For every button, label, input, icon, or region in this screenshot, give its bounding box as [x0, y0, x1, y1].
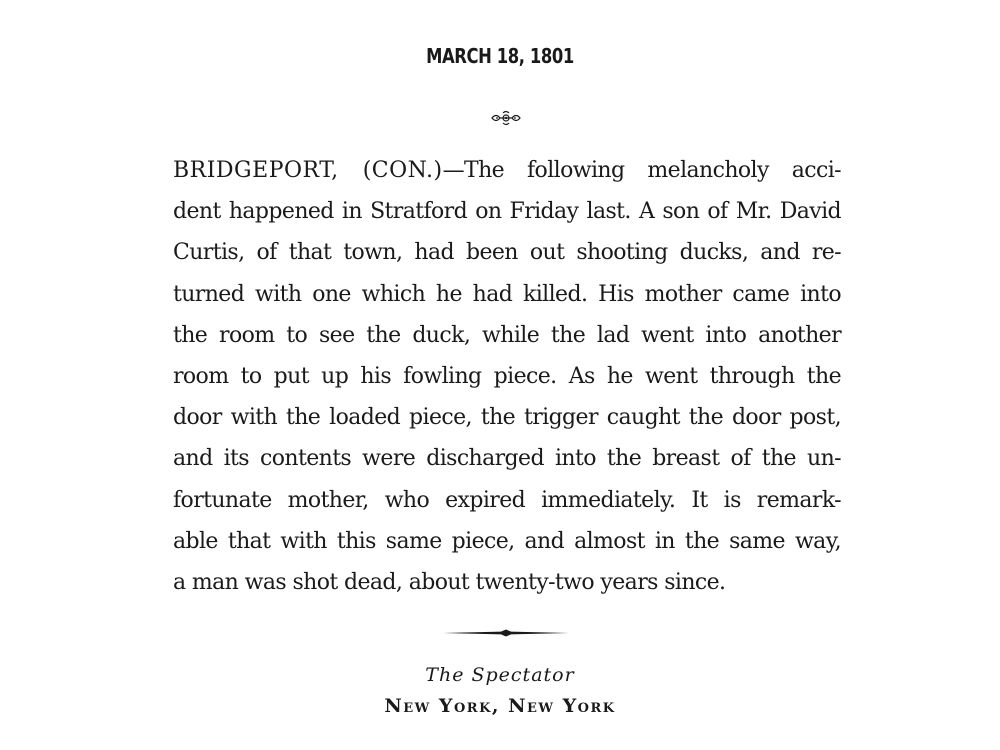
publication-name: The Spectator: [425, 664, 575, 686]
rule-divider-icon: [443, 627, 569, 639]
article-body: [173, 150, 841, 603]
article-line: fortunate mother, who expired immediately. It is remark-: [173, 487, 841, 513]
article-dateline: BRIDGEPORT, (CON.): [173, 158, 443, 183]
article-date: MARCH 18, 1801: [426, 44, 574, 68]
article-line: room to put up his fowling piece. As he went through the: [173, 363, 841, 389]
fleuron-icon: [490, 108, 522, 128]
article-line: and its contents were discharged into the breast of the un-: [173, 446, 841, 472]
article-line: [173, 150, 841, 191]
article-line: door with the loaded piece, the trigger caught the door post,: [173, 405, 841, 431]
article-line: dent happened in Stratford on Friday last. A son of Mr. David: [173, 199, 841, 225]
article-line: Curtis, of that town, had been out shooting ducks, and re-: [173, 240, 841, 266]
article-line: turned with one which he had killed. His mother came into: [173, 281, 841, 307]
article-line: a man was shot dead, about twenty-two years since.: [173, 569, 726, 595]
publication-location: New York, New York: [384, 695, 616, 717]
article-line: able that with this same piece, and almost in the same way,: [173, 528, 841, 554]
article-line: the room to see the duck, while the lad went into another: [173, 322, 841, 348]
article-line-text: —The following melancholy acci-: [442, 158, 842, 183]
